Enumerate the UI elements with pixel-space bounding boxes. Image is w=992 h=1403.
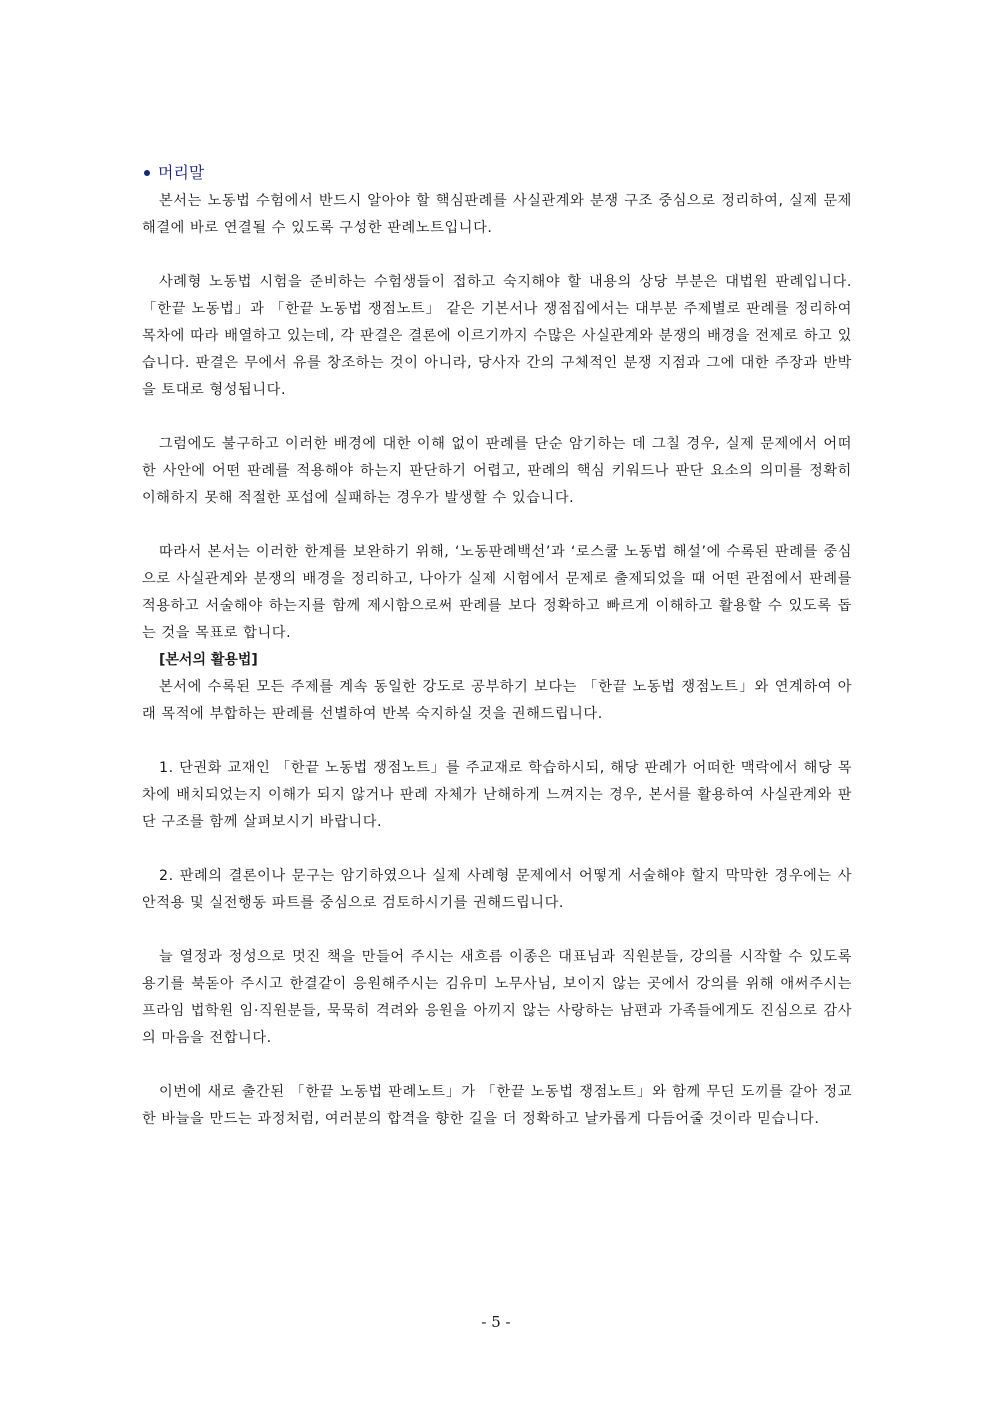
closing-paragraph: 이번에 새로 출간된 「한끝 노동법 판례노트」가 「한끝 노동법 쟁점노트」와 함께 무딘 도끼를 갈아 정교한 바늘을 만드는 과정처럼, 여러분의 합격을 향한 길을 더 정확하고 날카롭게 다듬어줄 것이라 믿습니다. <box>142 1084 852 1127</box>
document-page <box>142 160 852 1133</box>
usage-heading: [본서의 활용법] <box>159 652 258 668</box>
usage-paragraph-1: 본서에 수록된 모든 주제를 계속 동일한 강도로 공부하기 보다는 「한끝 노동법 쟁점노트」와 연계하여 아래 목적에 부합하는 판례를 선별하여 반복 숙지하실 것을 권해드립니다. <box>142 679 852 722</box>
section-heading <box>142 160 852 186</box>
section-title: 머리말 <box>158 163 205 182</box>
usage-paragraph-3: 2. 판례의 결론이나 문구는 암기하였으나 실제 사례형 문제에서 어떻게 서술해야 할지 막막한 경우에는 사안적용 및 실전행동 파트를 중심으로 검토하시기를 권해드립니다. <box>142 868 852 911</box>
page-number: - 5 - <box>481 1313 511 1331</box>
preface-paragraph-4: 따라서 본서는 이러한 한계를 보완하기 위해, ‘노동판례백선’과 ‘로스쿨 노동법 해설’에 수록된 판례를 중심으로 사실관계와 분쟁의 배경을 정리하고, 나아가 실제 시험에서 문제로 출제되었을 때 어떤 관점에서 판례를 적용하고 서술해야 하는지를 함께 제시함으로써 판례를 보다 정확하고 빠르게 이해하고 활용할 수 있도록 돕는 것을 목표로 합니다. <box>142 544 852 641</box>
usage-paragraph-2: 1. 단권화 교재인 「한끝 노동법 쟁점노트」를 주교재로 학습하시되, 해당 판례가 어떠한 맥락에서 해당 목차에 배치되었는지 이해가 되지 않거나 판례 자체가 난해하게 느껴지는 경우, 본서를 활용하여 사실관계와 판단 구조를 함께 살펴보시기 바랍니다. <box>142 760 852 830</box>
bullet-icon <box>144 170 150 176</box>
preface-paragraph-2: 사례형 노동법 시험을 준비하는 수험생들이 접하고 숙지해야 할 내용의 상당 부분은 대법원 판례입니다. 「한끝 노동법」과 「한끝 노동법 쟁점노트」 같은 기본서나 쟁점집에서는 대부분 주제별로 판례를 정리하여 목차에 따라 배열하고 있는데, 각 판결은 결론에 이르기까지 수많은 사실관계와 분쟁의 배경을 전제로 하고 있습니다. 판결은 무에서 유를 창조하는 것이 아니라, 당사자 간의 구체적인 분쟁 지점과 그에 대한 주장과 반박을 토대로 형성됩니다. <box>142 274 852 398</box>
preface-paragraph-1: 본서는 노동법 수험에서 반드시 알아야 할 핵심판례를 사실관계와 분쟁 구조 중심으로 정리하여, 실제 문제해결에 바로 연결될 수 있도록 구성한 판례노트입니다. <box>142 193 852 236</box>
preface-paragraph-3: 그럼에도 불구하고 이러한 배경에 대한 이해 없이 판례를 단순 암기하는 데 그칠 경우, 실제 문제에서 어떠한 사안에 어떤 판례를 적용해야 하는지 판단하기 어렵고, 판례의 핵심 키워드나 판단 요소의 의미를 정확히 이해하지 못해 적절한 포섭에 실패하는 경우가 발생할 수 있습니다. <box>142 436 852 506</box>
acknowledgement-paragraph: 늘 열정과 정성으로 멋진 책을 만들어 주시는 새흐름 이종은 대표님과 직원분들, 강의를 시작할 수 있도록 용기를 북돋아 주시고 한결같이 응원해주시는 김유미 노무사님, 보이지 않는 곳에서 강의를 위해 애써주시는 프라임 법학원 임·직원분들, 묵묵히 격려와 응원을 아끼지 않는 사랑하는 남편과 가족들에게도 진심으로 감사의 마음을 전합니다. <box>142 949 852 1046</box>
